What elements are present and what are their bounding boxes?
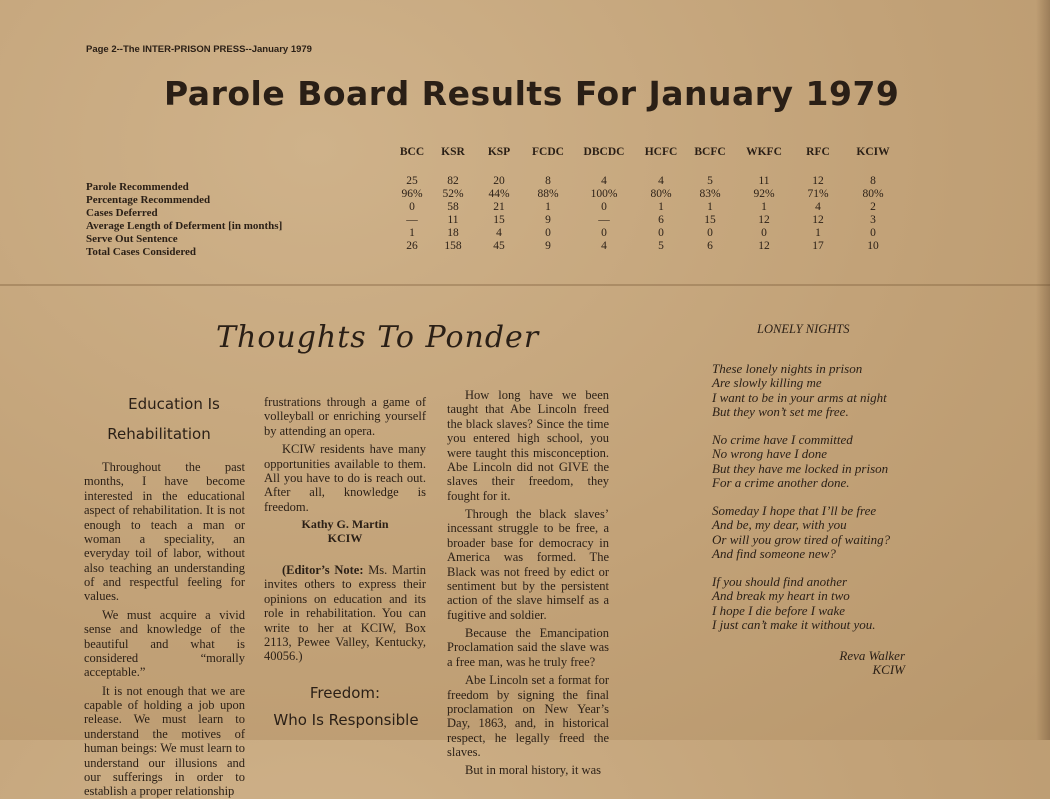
table-cell: 9 xyxy=(545,214,551,226)
column-header-wkfc: WKFC xyxy=(746,146,782,158)
page-header: Page 2--The INTER-PRISON PRESS--January 1979 xyxy=(86,44,312,55)
table-cell: — xyxy=(406,214,418,226)
editors-note xyxy=(264,563,426,668)
article-paragraph: KCIW residents have many opportunities available to them. All you have to do is reach out. After all, knowledge is freedom. xyxy=(264,442,426,514)
article-paragraph: Through the black slaves’ incessant struggle to be free, a broader base for democracy in America was formed. The Black was not freed by edict or sentiment but by the persistent action of the slave himself as a fugitive and soldier. xyxy=(447,507,609,622)
table-cell: 0 xyxy=(707,227,713,239)
table-cell: 82 xyxy=(447,175,459,187)
table-cell: 0 xyxy=(761,227,767,239)
column-header-dbcdc: DBCDC xyxy=(583,146,625,158)
poem-line: For a crime another done. xyxy=(712,474,850,490)
paper-edge xyxy=(1036,0,1050,740)
column-header-ksp: KSP xyxy=(487,146,511,158)
poem-line: But they have me locked in prison xyxy=(712,460,889,476)
poem-line: I want to be in your arms at night xyxy=(712,389,887,405)
poem-line: Someday I hope that I’ll be free xyxy=(712,503,877,518)
article-title-education-line1: Education Is xyxy=(128,395,220,413)
poem-line: And find someone new? xyxy=(712,545,836,561)
table-cell: 0 xyxy=(545,227,551,239)
article-paragraph: It is not enough that we are capable of holding a job upon release. We must learn to understand the motives of human beings: We must learn to understand our illusions and our sufferings in order to establish a proper relationship xyxy=(84,683,245,799)
poem-stanza xyxy=(712,433,888,490)
table-cell: 5 xyxy=(658,240,664,252)
poem-title: LONELY NIGHTS xyxy=(757,322,850,336)
table-cell: — xyxy=(598,214,610,226)
table-cell: 9 xyxy=(545,240,551,252)
author-institution: KCIW xyxy=(327,531,363,545)
row-label-parole-recommended: Parole Recommended xyxy=(86,181,189,193)
table-cell: 52% xyxy=(442,188,464,200)
table-cell: 0 xyxy=(409,201,415,213)
author-name: Kathy G. Martin xyxy=(301,517,389,531)
table-cell: 158 xyxy=(444,240,462,252)
row-label-average-deferment: Average Length of Deferment [in months] xyxy=(86,220,283,232)
table-cell: 17 xyxy=(812,240,824,252)
article-paragraph: frustrations through a game of volleyball or enriching yourself by attending an opera. xyxy=(264,395,426,438)
poem-line: No crime have I committed xyxy=(712,432,853,447)
table-cell: 96% xyxy=(401,188,423,200)
article-education-column-2 xyxy=(264,395,426,518)
table-cell: 8 xyxy=(545,175,551,187)
poem-stanza xyxy=(712,575,876,632)
table-cell: 100% xyxy=(590,188,618,200)
table-cell: 0 xyxy=(601,201,607,213)
table-cell: 10 xyxy=(867,240,879,252)
column-header-hcfc: HCFC xyxy=(644,146,678,158)
column-header-kciw: KCIW xyxy=(856,146,890,158)
table-cell: 0 xyxy=(601,227,607,239)
table-cell: 92% xyxy=(753,188,775,200)
table-cell: 1 xyxy=(409,227,415,239)
poem-line: No wrong have I done xyxy=(712,446,828,462)
table-cell: 4 xyxy=(496,227,502,239)
table-cell: 15 xyxy=(704,214,716,226)
poem-line: Or will you grow tired of waiting? xyxy=(712,531,891,547)
article-title-freedom-line1: Freedom: xyxy=(309,684,381,702)
row-label-percentage-recommended: Percentage Recommended xyxy=(86,194,211,206)
article-title-freedom-line2: Who Is Responsible xyxy=(273,711,419,729)
table-cell: 5 xyxy=(707,175,713,187)
table-cell: 15 xyxy=(493,214,505,226)
poem-line: But they won’t set me free. xyxy=(712,403,849,419)
article-paragraph: Because the Emancipation Proclamation said the slave was a free man, was he truly free? xyxy=(447,626,609,669)
poem-author: Reva Walker xyxy=(839,648,905,663)
table-cell: 80% xyxy=(862,188,884,200)
table-cell: 4 xyxy=(658,175,664,187)
table-cell: 25 xyxy=(406,175,418,187)
table-cell: 0 xyxy=(658,227,664,239)
poem-stanza xyxy=(712,362,887,419)
table-cell: 11 xyxy=(758,175,770,187)
poem-line: These lonely nights in prison xyxy=(712,361,863,376)
column-header-fcdc: FCDC xyxy=(532,146,564,158)
table-cell: 4 xyxy=(601,175,607,187)
table-cell: 8 xyxy=(870,175,876,187)
column-header-ksr: KSR xyxy=(441,146,465,158)
page-title: Parole Board Results For January 1979 xyxy=(164,74,900,113)
article-freedom-column xyxy=(447,388,609,778)
table-cell: 4 xyxy=(601,240,607,252)
editors-note-lead: (Editor’s Note: xyxy=(282,563,364,577)
table-cell: 0 xyxy=(870,227,876,239)
table-cell: 26 xyxy=(406,240,418,252)
table-cell: 12 xyxy=(758,214,770,226)
article-paragraph: How long have we been taught that Abe Lincoln freed the black slaves? Since the time you entered high school, you were taught this misconception. Abe Lincoln did not GIVE the slaves their freedom, they fought for it. xyxy=(447,388,609,503)
column-header-rfc: RFC xyxy=(806,146,830,158)
table-cell: 1 xyxy=(761,201,767,213)
column-header-bcfc: BCFC xyxy=(694,146,726,158)
paper-fold xyxy=(0,284,1050,286)
poem-line: I hope I die before I wake xyxy=(712,602,846,618)
poem-line: And be, my dear, with you xyxy=(712,517,847,533)
table-cell: 20 xyxy=(493,175,505,187)
article-paragraph: But in moral history, it was xyxy=(465,763,601,778)
table-cell: 6 xyxy=(707,240,713,252)
article-paragraph: Abe Lincoln set a format for freedom by signing the final proclamation on New Year’s Day, 1863, and, in historical respect, he legally freed the slaves. xyxy=(447,673,609,759)
table-cell: 3 xyxy=(870,214,876,226)
table-cell: 44% xyxy=(488,188,510,200)
poem-stanza xyxy=(712,504,890,561)
article-education-column-1 xyxy=(84,460,245,799)
table-cell: 80% xyxy=(650,188,672,200)
table-cell: 18 xyxy=(447,227,459,239)
table-cell: 4 xyxy=(815,201,821,213)
table-cell: 88% xyxy=(537,188,559,200)
table-cell: 1 xyxy=(658,201,664,213)
editors-note-text: Ms. Martin invites others to express their opinions on education and its role in rehabilitation. You can write to her at KCIW, Box 2113, Pewee Valley, Kentucky, 40056.) xyxy=(264,563,427,664)
table-cell: 12 xyxy=(812,175,824,187)
row-label-cases-deferred: Cases Deferred xyxy=(86,207,158,219)
poem-line: I just can’t make it without you. xyxy=(712,616,876,632)
poem-line: Are slowly killing me xyxy=(712,375,822,391)
article-paragraph: Throughout the past months, I have become interested in the educational aspect of rehabilitation. It is not enough to teach a man or woman a speciality, an everyday toil of labor, without also teaching an understanding of and respectful feeling for values. xyxy=(84,460,245,604)
table-cell: 2 xyxy=(870,201,876,213)
row-label-serve-out-sentence: Serve Out Sentence xyxy=(86,233,178,245)
table-cell: 12 xyxy=(758,240,770,252)
table-cell: 45 xyxy=(493,240,505,252)
table-cell: 58 xyxy=(447,201,459,213)
table-cell: 12 xyxy=(812,214,824,226)
table-cell: 1 xyxy=(707,201,713,213)
table-cell: 83% xyxy=(699,188,721,200)
table-cell: 1 xyxy=(815,227,821,239)
table-cell: 6 xyxy=(658,214,664,226)
poem-line: If you should find another xyxy=(712,574,848,589)
table-cell: 11 xyxy=(447,214,459,226)
section-heading-thoughts-to-ponder: Thoughts To Ponder xyxy=(216,320,540,355)
column-header-bcc: BCC xyxy=(399,146,425,158)
table-cell: 1 xyxy=(545,201,551,213)
table-cell: 21 xyxy=(493,201,505,213)
article-title-education-line2: Rehabilitation xyxy=(107,425,211,443)
poem-author-institution: KCIW xyxy=(872,662,905,677)
article-paragraph: We must acquire a vivid sense and knowledge of the beautiful and what is considered “morally acceptable.” xyxy=(84,607,245,680)
poem-line: And break my heart in two xyxy=(712,588,850,604)
table-cell: 71% xyxy=(807,188,829,200)
row-label-total-cases: Total Cases Considered xyxy=(86,246,197,258)
